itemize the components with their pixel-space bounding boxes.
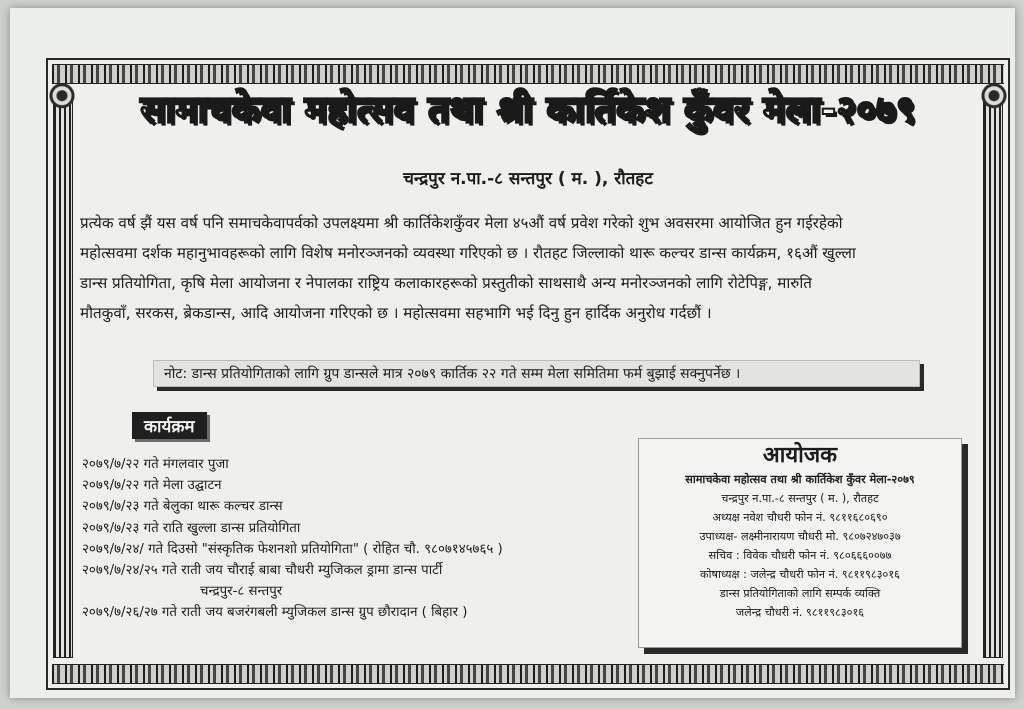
top-ornament-border (52, 64, 1004, 84)
schedule-item: २०७९/७/२६/२७ गते राती जय बजरंगबली म्युजिकल डान्स ग्रुप छौरादान ( बिहार ) (82, 605, 468, 621)
organizer-line: कोषाध्यक्ष : जलेन्द्र चौधरी फोन नं. ९८११९८३०१६ (700, 568, 900, 581)
decorative-frame (46, 58, 1010, 690)
organizer-line: जलेन्द्र चौधरी नं. ९८११९८३०१६ (735, 606, 865, 619)
program-schedule (82, 454, 642, 624)
organizer-box (638, 438, 962, 648)
organizer-line: उपाध्यक्ष- लक्ष्मीनारायण चौधरी मो. ९८०७२४७०३७ (699, 530, 901, 543)
announcement-line: डान्स प्रतियोगिता, कृषि मेला आयोजना र नेपालका राष्ट्रिय कलाकारहरूको प्रस्तुतीको साथसाथै अन्य मनोरञ्जनको लागि रोटेपिङ्ग, मारुति (80, 274, 812, 292)
poster-paper (10, 8, 1015, 698)
announcement-line: महोत्सवमा दर्शक महानुभावहरूको लागि विशेष मनोरञ्जनको व्यवस्था गरिएको छ । रौतहट जिल्लाको थारू कल्चर डान्स कार्यक्रम, १६औं खुल्ला (80, 244, 856, 262)
poster-title: सामाचकेवा महोत्सव तथा श्री कार्तिकेश कुँवर मेला-२०७९ (140, 88, 916, 131)
announcement-text (80, 208, 982, 328)
bottom-ornament-border (52, 664, 1004, 684)
schedule-item: २०७९/७/२२ गते मंगलवार पुजा (82, 457, 229, 472)
schedule-item: २०७९/७/२३ गते राति खुल्ला डान्स प्रतियोगिता (82, 520, 301, 536)
organizer-line: सामाचकेवा महोत्सव तथा श्री कार्तिकेश कुँवर मेला-२०७९ (685, 473, 915, 486)
right-pillar-cap-icon (979, 84, 1009, 110)
organizer-line: चन्द्रपुर न.पा.-८ सन्तपुर ( म. ), रौतहट (721, 492, 879, 505)
note-box: नोट: डान्स प्रतियोगिताको लागि ग्रुप डान्सले मात्र २०७९ कार्तिक २२ गते सम्म मेला समितिमा फर्म बुझाई सक्नुपर्नेछ । (153, 360, 920, 387)
schedule-item: २०७९/७/२४/ गते दिउसो "संस्कृतिक फेशनशो प्रतियोगिता" ( रोहित चौ. ९८०७१४५७६५ ) (82, 541, 503, 557)
schedule-item: २०७९/७/२४/२५ गते राती जय चौराई बाबा चौधरी म्युजिकल ड्रामा डान्स पार्टी (82, 563, 443, 579)
poster-location: चन्द्रपुर न.पा.-८ सन्तपुर ( म. ), रौतहट (403, 169, 653, 189)
organizer-line: अध्यक्ष नवेश चौधरी फोन नं. ९८११६८०६९० (712, 511, 888, 524)
schedule-item: २०७९/७/२२ गते मेला उद्घाटन (82, 478, 222, 494)
schedule-item-continuation: चन्द्रपुर-८ सन्तपुर (200, 584, 283, 600)
announcement-line: मौतकुवाँ, सरकस, ब्रेकडान्स, आदि आयोजना गरिएको छ । महोत्सवमा सहभागि भई दिनु हुन हार्दिक अनुरोध गर्दछौं । (80, 304, 712, 322)
left-pillar-cap-icon (47, 84, 77, 110)
program-heading: कार्यक्रम (132, 412, 207, 439)
organizer-line: डान्स प्रतियोगिताको लागि सम्पर्क व्यक्ति (719, 587, 881, 600)
organizer-heading: आयोजक (762, 443, 838, 468)
schedule-item: २०७९/७/२३ गते बेलुका थारू कल्चर डान्स (82, 499, 283, 515)
announcement-line: प्रत्येक वर्ष झैं यस वर्ष पनि समाचकेवापर्वको उपलक्ष्यमा श्री कार्तिकेशकुँवर मेला ४५औं वर्ष प्रवेश गरेको शुभ अवसरमा आयोजित हुन गईरहेको (80, 214, 843, 232)
organizer-line: सचिव : विवेक चौधरी फोन नं. ९८०६६६००७७ (708, 549, 892, 562)
